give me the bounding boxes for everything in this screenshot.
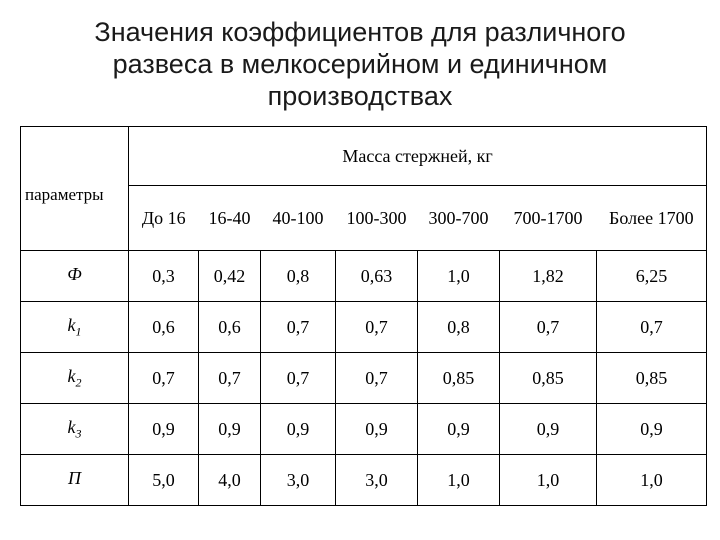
row-label: $k_3$ <box>21 404 129 455</box>
table-cell: 1,0 <box>597 455 707 506</box>
table-cell: 0,8 <box>261 251 336 302</box>
table-row <box>21 404 707 455</box>
table-cell: 3,0 <box>261 455 336 506</box>
mass-group-header: Масса стержней, кг <box>129 127 707 186</box>
table-row <box>21 455 707 506</box>
row-label: $k_2$ <box>21 353 129 404</box>
table-cell: 0,9 <box>336 404 418 455</box>
table-cell: 0,85 <box>418 353 500 404</box>
table-cell: 1,82 <box>500 251 597 302</box>
table-cell: 1,0 <box>500 455 597 506</box>
range-header: 300-700 <box>418 186 500 251</box>
row-label: П <box>21 455 129 506</box>
table-row <box>21 251 707 302</box>
table-cell: 5,0 <box>129 455 199 506</box>
title-line-1: Значения коэффициентов для различного <box>94 17 626 47</box>
table-cell: 0,9 <box>418 404 500 455</box>
table-cell: 3,0 <box>336 455 418 506</box>
table-cell: 6,25 <box>597 251 707 302</box>
header-row-group <box>21 127 707 186</box>
table-cell: 1,0 <box>418 455 500 506</box>
row-label: Ф <box>21 251 129 302</box>
range-header: 700-1700 <box>500 186 597 251</box>
range-header: 40-100 <box>261 186 336 251</box>
table-cell: 1,0 <box>418 251 500 302</box>
table-cell: 0,7 <box>261 302 336 353</box>
table-cell: 0,9 <box>129 404 199 455</box>
table-cell: 0,6 <box>199 302 261 353</box>
range-header: До 16 <box>129 186 199 251</box>
table-cell: 0,8 <box>418 302 500 353</box>
table-cell: 0,9 <box>199 404 261 455</box>
table-cell: 0,7 <box>597 302 707 353</box>
table-cell: 0,9 <box>597 404 707 455</box>
slide-title <box>40 16 680 112</box>
table-cell: 0,7 <box>336 302 418 353</box>
table-cell: 0,9 <box>261 404 336 455</box>
table-cell: 0,85 <box>500 353 597 404</box>
table-cell: 0,7 <box>199 353 261 404</box>
table-cell: 0,42 <box>199 251 261 302</box>
coefficients-table <box>20 126 707 506</box>
range-header: Более 1700 <box>597 186 707 251</box>
table-cell: 0,7 <box>261 353 336 404</box>
table-row <box>21 353 707 404</box>
table-cell: 0,63 <box>336 251 418 302</box>
table-cell: 0,7 <box>500 302 597 353</box>
table-cell: 0,6 <box>129 302 199 353</box>
table-cell: 0,85 <box>597 353 707 404</box>
row-label: $k_1$ <box>21 302 129 353</box>
title-line-2: развеса в мелкосерийном и единичном <box>112 49 608 79</box>
table-cell: 0,9 <box>500 404 597 455</box>
table-row <box>21 302 707 353</box>
table-cell: 4,0 <box>199 455 261 506</box>
table-cell: 0,3 <box>129 251 199 302</box>
range-header: 16-40 <box>199 186 261 251</box>
parameters-header: параметры <box>21 127 129 251</box>
title-line-3: производствах <box>267 81 453 111</box>
table-cell: 0,7 <box>129 353 199 404</box>
range-header: 100-300 <box>336 186 418 251</box>
table-cell: 0,7 <box>336 353 418 404</box>
